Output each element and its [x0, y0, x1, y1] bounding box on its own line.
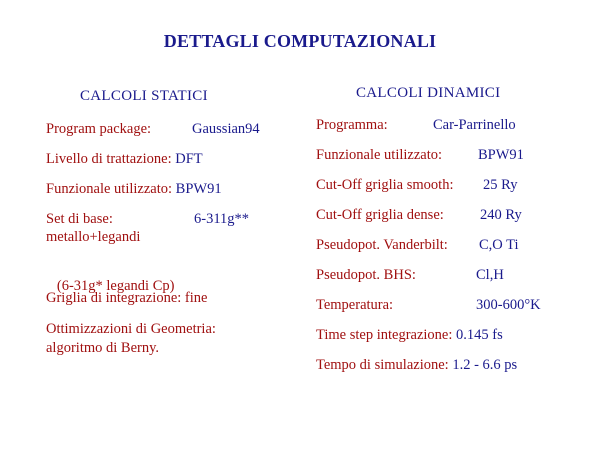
static-row-optimization: [46, 320, 216, 338]
static-value: BPW91: [175, 181, 222, 197]
static-label: Ottimizzazioni di Geometria:: [46, 321, 216, 337]
dynamic-label: Pseudopot. Vanderbilt:: [316, 237, 448, 253]
dynamic-value: 240 Ry: [480, 207, 522, 223]
dynamic-row-simulation-time: [316, 356, 517, 374]
dynamic-value: C,O Ti: [479, 237, 519, 253]
static-row-grid: [46, 289, 207, 307]
dynamic-value: Cl,H: [476, 267, 504, 283]
dynamic-label: Cut-Off griglia dense:: [316, 207, 444, 223]
dynamic-row-functional: [316, 146, 524, 164]
dynamic-label: Programma:: [316, 117, 388, 133]
dynamic-row-time-step: [316, 326, 503, 344]
dynamic-heading: CALCOLI DINAMICI: [356, 85, 501, 101]
dynamic-value: 300-600°K: [476, 297, 541, 313]
static-label: metallo+legandi: [46, 229, 141, 245]
static-row-program: [46, 120, 260, 138]
dynamic-row-temperature: [316, 296, 541, 314]
dynamic-value: 25 Ry: [483, 177, 518, 193]
static-label: Program package:: [46, 121, 152, 137]
dynamic-label: Funzionale utilizzato:: [316, 147, 443, 163]
dynamic-value: BPW91: [478, 147, 524, 163]
static-label: Griglia di integrazione: fine: [46, 290, 208, 306]
static-label: (6-31g* legandi Cp): [53, 278, 175, 294]
dynamic-label: Tempo di simulazione:: [316, 357, 449, 373]
page-title: DETTAGLI COMPUTAZIONALI: [163, 31, 437, 51]
static-label: algoritmo di Berny.: [46, 340, 160, 356]
dynamic-value: 1.2 - 6.6 ps: [452, 357, 518, 373]
static-row-algorithm: [46, 339, 159, 357]
dynamic-row-program: [316, 116, 516, 134]
dynamic-label: Cut-Off griglia smooth:: [316, 177, 454, 193]
static-value: DFT: [175, 151, 203, 167]
static-label: Set di base:: [46, 211, 113, 227]
static-label: Livello di trattazione:: [46, 151, 172, 167]
dynamic-row-pseudopot-bhs: [316, 266, 504, 284]
dynamic-row-cutoff-dense: [316, 206, 522, 224]
static-value: Gaussian94: [192, 121, 260, 137]
static-row-basis-note: [46, 228, 140, 246]
dynamic-label: Temperatura:: [316, 297, 394, 313]
static-heading: CALCOLI STATICI: [80, 88, 208, 104]
dynamic-label: Time step integrazione:: [316, 327, 453, 343]
dynamic-row-pseudopot-vanderbilt: [316, 236, 519, 254]
dynamic-value: Car-Parrinello: [433, 117, 516, 133]
dynamic-label: Pseudopot. BHS:: [316, 267, 416, 283]
static-value: 6-311g**: [194, 211, 250, 227]
dynamic-row-cutoff-smooth: [316, 176, 518, 194]
dynamic-value: 0.145 fs: [456, 327, 503, 343]
static-row-functional: [46, 180, 222, 198]
static-label: Funzionale utilizzato:: [46, 181, 173, 197]
static-row-basis: [46, 210, 250, 228]
static-row-level: [46, 150, 203, 168]
